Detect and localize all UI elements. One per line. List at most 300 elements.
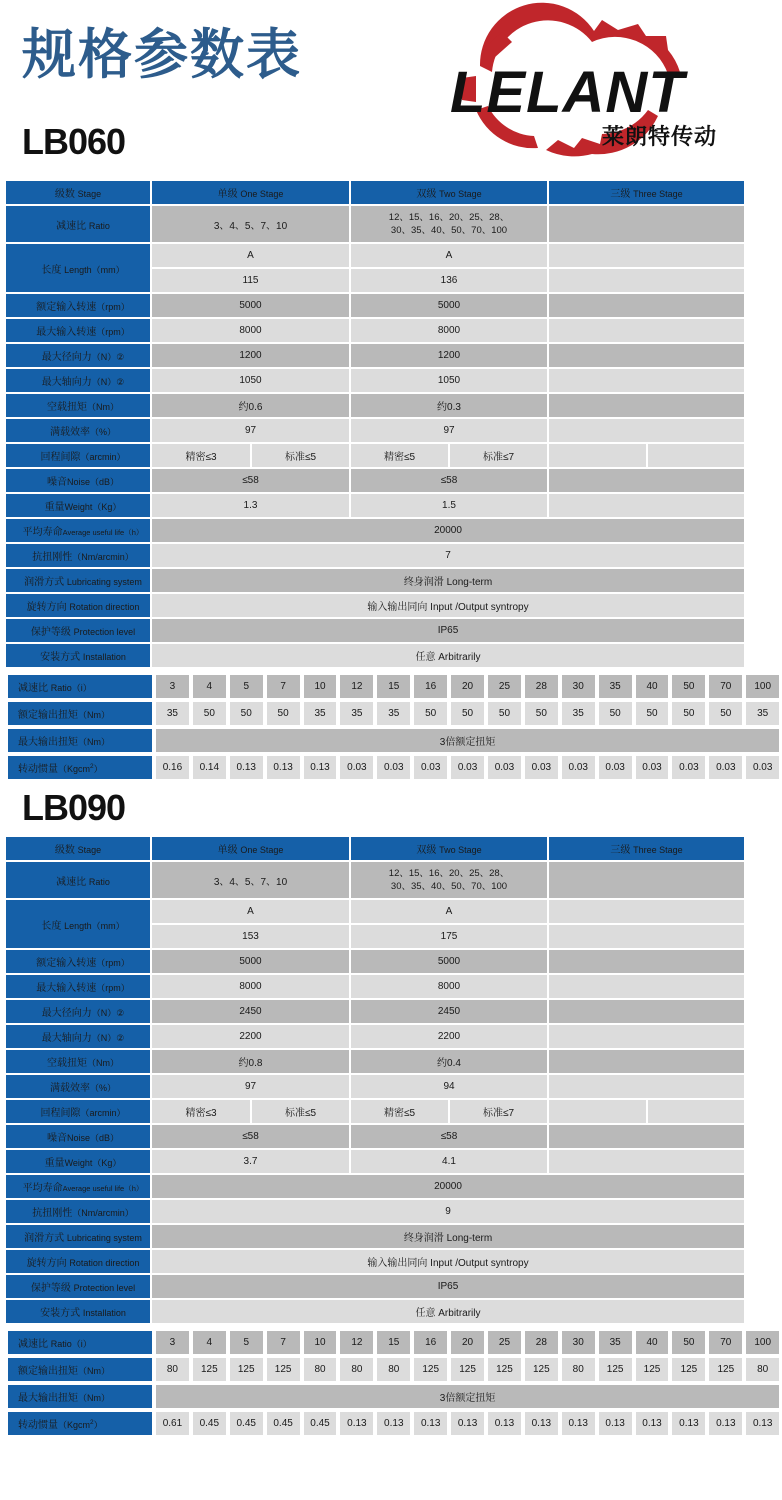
- inertia-value-28: 0.03: [524, 755, 559, 780]
- row-life: [5, 1174, 745, 1199]
- value-efficiency-three: [548, 1074, 745, 1099]
- inertia-value-3: 0.16: [155, 755, 190, 780]
- col-stage: 级数 Stage: [5, 836, 151, 861]
- lb090-spec-table-wrap: [5, 836, 773, 1438]
- inertia-value-16: 0.03: [413, 755, 448, 780]
- label-stiffness: 抗扭刚性（Nm/arcmin）: [5, 1199, 151, 1224]
- value-rated-speed-two: 5000: [350, 293, 548, 318]
- row-efficiency: [5, 418, 745, 443]
- row-rotation: [5, 593, 745, 618]
- value-noise-two: ≤58: [350, 1124, 548, 1149]
- brand-chinese-name: [602, 124, 717, 150]
- rated-out-torque-value-70: 125: [708, 1357, 743, 1382]
- inertia-value-7: 0.13: [266, 755, 301, 780]
- inertia-value-40: 0.03: [635, 755, 670, 780]
- row-backlash: [5, 443, 745, 468]
- page-header: [0, 0, 750, 180]
- rated-out-torque-value-3: 35: [155, 701, 190, 726]
- inertia-value-16: 0.13: [413, 1411, 448, 1436]
- row-protection: [5, 618, 745, 643]
- value-life: 20000: [151, 518, 745, 543]
- label-backlash: 回程间隙（arcmin）: [5, 1099, 151, 1124]
- inertia-value-25: 0.03: [487, 755, 522, 780]
- row-stiffness: [5, 1199, 745, 1224]
- col-three-stage: 三级 Three Stage: [548, 180, 745, 205]
- label-stiffness: 抗扭刚性（Nm/arcmin）: [5, 543, 151, 568]
- ratio-value-25: 25: [487, 674, 522, 699]
- ratio-value-20: 20: [450, 674, 485, 699]
- model-title-lb090: LB090: [22, 787, 126, 828]
- value-noload-three: [548, 1049, 745, 1074]
- value-weight-two: 4.1: [350, 1149, 548, 1174]
- rated-out-torque-value-25: 50: [487, 701, 522, 726]
- row-rotation: [5, 1249, 745, 1274]
- ratio-value-50: 50: [671, 1330, 706, 1355]
- rated-out-torque-value-12: 80: [339, 1357, 374, 1382]
- value-length-three: [548, 268, 745, 293]
- inertia-value-28: 0.13: [524, 1411, 559, 1436]
- ratio-value-20: 20: [450, 1330, 485, 1355]
- value-axial-one: 1050: [151, 368, 350, 393]
- ratio-row-max-out: [7, 1384, 780, 1409]
- inertia-value-70: 0.13: [708, 1411, 743, 1436]
- label-noise: 噪音Noise（dB）: [5, 468, 151, 493]
- row-protection: [5, 1274, 745, 1299]
- value-stiffness: 7: [151, 543, 745, 568]
- row-noise: [5, 468, 745, 493]
- ratio-value-40: 40: [635, 674, 670, 699]
- ratio-value-35: 35: [598, 1330, 633, 1355]
- rated-out-torque-value-70: 50: [708, 701, 743, 726]
- rated-out-torque-value-4: 50: [192, 701, 227, 726]
- label-rotation: 旋转方向 Rotation direction: [5, 1249, 151, 1274]
- row-ratio: [5, 861, 745, 899]
- lb060-spec-table-wrap: [5, 180, 773, 782]
- value-rated-speed-three: [548, 293, 745, 318]
- label-protection: 保护等级 Protection level: [5, 618, 151, 643]
- col-three-stage: 三级 Three Stage: [548, 836, 745, 861]
- ratio-value-7: 7: [266, 674, 301, 699]
- value-max-speed-two: 8000: [350, 974, 548, 999]
- inertia-value-12: 0.13: [339, 1411, 374, 1436]
- inertia-value-40: 0.13: [635, 1411, 670, 1436]
- row-noload-torque: [5, 1049, 745, 1074]
- label-lubrication: 润滑方式 Lubricating system: [5, 568, 151, 593]
- value-radial-one: 2450: [151, 999, 350, 1024]
- company-logo: [442, 14, 732, 154]
- ratio-value-50: 50: [671, 674, 706, 699]
- table-header-row: [5, 836, 745, 861]
- inertia-value-20: 0.13: [450, 1411, 485, 1436]
- label-rated-out-torque: 额定输出扭矩（Nm）: [7, 701, 153, 726]
- label-radial-force: 最大径向力（N）②: [5, 999, 151, 1024]
- ratio-value-3: 3: [155, 674, 190, 699]
- ratio-value-28: 28: [524, 1330, 559, 1355]
- label-radial-force: 最大径向力（N）②: [5, 343, 151, 368]
- value-noise-one: ≤58: [151, 1124, 350, 1149]
- value-stiffness: 9: [151, 1199, 745, 1224]
- lb090-spec-table: [5, 836, 745, 1324]
- label-inertia: 转动惯量（Kgcm$^2$）: [7, 1411, 153, 1436]
- value-length-two: 175: [350, 924, 548, 949]
- label-max-speed: 最大输入转速（rpm）: [5, 318, 151, 343]
- row-length-letter: [5, 899, 745, 924]
- value-axial-two: 2200: [350, 1024, 548, 1049]
- rated-out-torque-value-35: 50: [598, 701, 633, 726]
- ratio-value-100: 100: [745, 674, 780, 699]
- inertia-value-5: 0.13: [229, 755, 264, 780]
- inertia-value-35: 0.13: [598, 1411, 633, 1436]
- label-inertia: 转动惯量（Kgcm$^2$）: [7, 755, 153, 780]
- value-axial-two: 1050: [350, 368, 548, 393]
- ratio-row-rated-out: [7, 1357, 780, 1382]
- value-radial-one: 1200: [151, 343, 350, 368]
- ratio-value-4: 4: [192, 674, 227, 699]
- value-backlash-standard-three: [647, 443, 745, 468]
- row-rated-speed: [5, 293, 745, 318]
- rated-out-torque-value-40: 50: [635, 701, 670, 726]
- row-lubrication: [5, 568, 745, 593]
- col-two-stage: 双级 Two Stage: [350, 180, 548, 205]
- value-efficiency-three: [548, 418, 745, 443]
- inertia-value-50: 0.03: [671, 755, 706, 780]
- value-backlash-precision-one: 精密≤3: [151, 443, 251, 468]
- rated-out-torque-value-25: 125: [487, 1357, 522, 1382]
- rated-out-torque-value-4: 125: [192, 1357, 227, 1382]
- ratio-value-12: 12: [339, 1330, 374, 1355]
- rated-out-torque-value-20: 50: [450, 701, 485, 726]
- label-life: 平均寿命Average useful life（h）: [5, 1174, 151, 1199]
- label-ratio-i: 减速比 Ratio（i）: [7, 674, 153, 699]
- value-length-three: [548, 924, 745, 949]
- inertia-value-30: 0.03: [561, 755, 596, 780]
- label-length: 长度 Length（mm）: [5, 899, 151, 949]
- value-efficiency-one: 97: [151, 1074, 350, 1099]
- value-lubrication: 终身润滑 Long-term: [151, 1224, 745, 1249]
- ratio-row-i: [7, 674, 780, 699]
- value-weight-three: [548, 493, 745, 518]
- label-max-speed: 最大输入转速（rpm）: [5, 974, 151, 999]
- value-lubrication: 终身润滑 Long-term: [151, 568, 745, 593]
- inertia-value-10: 0.45: [303, 1411, 338, 1436]
- label-rated-speed: 额定输入转速（rpm）: [5, 949, 151, 974]
- rated-out-torque-value-50: 50: [671, 701, 706, 726]
- value-weight-one: 3.7: [151, 1149, 350, 1174]
- inertia-value-35: 0.03: [598, 755, 633, 780]
- value-length-letter-three: [548, 899, 745, 924]
- value-life: 20000: [151, 1174, 745, 1199]
- value-rated-speed-two: 5000: [350, 949, 548, 974]
- ratio-value-15: 15: [376, 674, 411, 699]
- table-header-row: [5, 180, 745, 205]
- value-length-letter-one: A: [151, 243, 350, 268]
- row-noise: [5, 1124, 745, 1149]
- value-protection: IP65: [151, 618, 745, 643]
- value-radial-two: 1200: [350, 343, 548, 368]
- value-efficiency-one: 97: [151, 418, 350, 443]
- rated-out-torque-value-5: 125: [229, 1357, 264, 1382]
- page-title: 规格参数表: [22, 23, 302, 86]
- value-radial-two: 2450: [350, 999, 548, 1024]
- ratio-row-rated-out: [7, 701, 780, 726]
- value-rated-speed-one: 5000: [151, 949, 350, 974]
- label-efficiency: 满载效率（%）: [5, 418, 151, 443]
- value-installation: 任意 Arbitrarily: [151, 1299, 745, 1324]
- ratio-value-16: 16: [413, 674, 448, 699]
- row-weight: [5, 493, 745, 518]
- label-length: 长度 Length（mm）: [5, 243, 151, 293]
- value-backlash-standard-two: 标准≤7: [449, 1099, 548, 1124]
- value-length-one: 115: [151, 268, 350, 293]
- value-max-out-torque: 3倍额定扭矩: [155, 1384, 780, 1409]
- value-ratio-three: [548, 205, 745, 243]
- rated-out-torque-value-15: 80: [376, 1357, 411, 1382]
- value-installation: 任意 Arbitrarily: [151, 643, 745, 668]
- svg-text:莱朗特传动: 莱朗特传动: [602, 125, 718, 150]
- value-noise-three: [548, 1124, 745, 1149]
- label-noload-torque: 空载扭矩（Nm）: [5, 393, 151, 418]
- ratio-value-30: 30: [561, 1330, 596, 1355]
- row-installation: [5, 643, 745, 668]
- ratio-value-5: 5: [229, 674, 264, 699]
- ratio-value-30: 30: [561, 674, 596, 699]
- row-stiffness: [5, 543, 745, 568]
- ratio-value-100: 100: [745, 1330, 780, 1355]
- inertia-value-25: 0.13: [487, 1411, 522, 1436]
- row-axial-force: [5, 1024, 745, 1049]
- label-rated-speed: 额定输入转速（rpm）: [5, 293, 151, 318]
- value-ratio-one: 3、4、5、7、10: [151, 205, 350, 243]
- label-weight: 重量Weight（Kg）: [5, 493, 151, 518]
- ratio-value-28: 28: [524, 674, 559, 699]
- value-max-out-torque: 3倍额定扭矩: [155, 728, 780, 753]
- ratio-value-4: 4: [192, 1330, 227, 1355]
- ratio-value-5: 5: [229, 1330, 264, 1355]
- inertia-value-12: 0.03: [339, 755, 374, 780]
- value-efficiency-two: 97: [350, 418, 548, 443]
- rated-out-torque-value-100: 35: [745, 701, 780, 726]
- ratio-value-70: 70: [708, 674, 743, 699]
- ratio-value-16: 16: [413, 1330, 448, 1355]
- label-installation: 安装方式 Installation: [5, 1299, 151, 1324]
- rated-out-torque-value-16: 125: [413, 1357, 448, 1382]
- row-life: [5, 518, 745, 543]
- value-backlash-standard-three: [647, 1099, 745, 1124]
- inertia-value-70: 0.03: [708, 755, 743, 780]
- inertia-value-20: 0.03: [450, 755, 485, 780]
- lb090-ratio-table: [5, 1328, 782, 1438]
- ratio-value-12: 12: [339, 674, 374, 699]
- value-noload-one: 约0.6: [151, 393, 350, 418]
- col-one-stage: 单级 One Stage: [151, 180, 350, 205]
- value-efficiency-two: 94: [350, 1074, 548, 1099]
- value-rotation: 输入输出同向 Input /Output syntropy: [151, 593, 745, 618]
- value-ratio-one: 3、4、5、7、10: [151, 861, 350, 899]
- ratio-value-3: 3: [155, 1330, 190, 1355]
- value-backlash-precision-two: 精密≤5: [350, 443, 449, 468]
- rated-out-torque-value-28: 50: [524, 701, 559, 726]
- inertia-value-3: 0.61: [155, 1411, 190, 1436]
- ratio-value-15: 15: [376, 1330, 411, 1355]
- ratio-row-inertia: [7, 1411, 780, 1436]
- label-backlash: 回程间隙（arcmin）: [5, 443, 151, 468]
- ratio-row-i: [7, 1330, 780, 1355]
- row-ratio: [5, 205, 745, 243]
- label-max-out-torque: 最大输出扭矩（Nm）: [7, 1384, 153, 1409]
- value-radial-three: [548, 343, 745, 368]
- row-noload-torque: [5, 393, 745, 418]
- rated-out-torque-value-20: 125: [450, 1357, 485, 1382]
- value-rated-speed-three: [548, 949, 745, 974]
- rated-out-torque-value-30: 80: [561, 1357, 596, 1382]
- label-ratio-i: 减速比 Ratio（i）: [7, 1330, 153, 1355]
- value-axial-one: 2200: [151, 1024, 350, 1049]
- row-lubrication: [5, 1224, 745, 1249]
- value-weight-three: [548, 1149, 745, 1174]
- ratio-value-25: 25: [487, 1330, 522, 1355]
- inertia-value-100: 0.03: [745, 755, 780, 780]
- svg-text:LELANT: LELANT: [450, 60, 685, 125]
- value-max-speed-two: 8000: [350, 318, 548, 343]
- value-backlash-standard-one: 标准≤5: [251, 443, 350, 468]
- rated-out-torque-value-50: 125: [671, 1357, 706, 1382]
- ratio-value-70: 70: [708, 1330, 743, 1355]
- row-efficiency: [5, 1074, 745, 1099]
- row-weight: [5, 1149, 745, 1174]
- label-weight: 重量Weight（Kg）: [5, 1149, 151, 1174]
- value-protection: IP65: [151, 1274, 745, 1299]
- col-stage: 级数 Stage: [5, 180, 151, 205]
- value-weight-two: 1.5: [350, 493, 548, 518]
- rated-out-torque-value-7: 125: [266, 1357, 301, 1382]
- row-length-letter: [5, 243, 745, 268]
- row-radial-force: [5, 999, 745, 1024]
- inertia-value-4: 0.45: [192, 1411, 227, 1436]
- value-noise-two: ≤58: [350, 468, 548, 493]
- value-backlash-precision-one: 精密≤3: [151, 1099, 251, 1124]
- model-title-lb060: LB060: [22, 121, 126, 162]
- col-one-stage: 单级 One Stage: [151, 836, 350, 861]
- label-rated-out-torque: 额定输出扭矩（Nm）: [7, 1357, 153, 1382]
- inertia-value-5: 0.45: [229, 1411, 264, 1436]
- row-radial-force: [5, 343, 745, 368]
- ratio-value-10: 10: [303, 1330, 338, 1355]
- value-backlash-standard-one: 标准≤5: [251, 1099, 350, 1124]
- ratio-value-40: 40: [635, 1330, 670, 1355]
- rated-out-torque-value-10: 80: [303, 1357, 338, 1382]
- value-axial-three: [548, 368, 745, 393]
- value-noload-one: 约0.8: [151, 1049, 350, 1074]
- label-ratio: 减速比 Ratio: [5, 861, 151, 899]
- label-rotation: 旋转方向 Rotation direction: [5, 593, 151, 618]
- label-noise: 噪音Noise（dB）: [5, 1124, 151, 1149]
- value-rated-speed-one: 5000: [151, 293, 350, 318]
- rated-out-torque-value-5: 50: [229, 701, 264, 726]
- value-length-two: 136: [350, 268, 548, 293]
- inertia-value-100: 0.13: [745, 1411, 780, 1436]
- rated-out-torque-value-40: 125: [635, 1357, 670, 1382]
- row-max-speed: [5, 318, 745, 343]
- label-protection: 保护等级 Protection level: [5, 1274, 151, 1299]
- rated-out-torque-value-16: 50: [413, 701, 448, 726]
- row-rated-speed: [5, 949, 745, 974]
- value-noise-three: [548, 468, 745, 493]
- ratio-row-max-out: [7, 728, 780, 753]
- value-axial-three: [548, 1024, 745, 1049]
- inertia-value-10: 0.13: [303, 755, 338, 780]
- value-length-one: 153: [151, 924, 350, 949]
- rated-out-torque-value-15: 35: [376, 701, 411, 726]
- lb060-ratio-table: [5, 672, 782, 782]
- rated-out-torque-value-12: 35: [339, 701, 374, 726]
- inertia-value-30: 0.13: [561, 1411, 596, 1436]
- rated-out-torque-value-10: 35: [303, 701, 338, 726]
- ratio-row-inertia: [7, 755, 780, 780]
- label-ratio: 减速比 Ratio: [5, 205, 151, 243]
- value-max-speed-three: [548, 318, 745, 343]
- rated-out-torque-value-7: 50: [266, 701, 301, 726]
- value-length-letter-three: [548, 243, 745, 268]
- ratio-value-35: 35: [598, 674, 633, 699]
- ratio-value-10: 10: [303, 674, 338, 699]
- rated-out-torque-value-28: 125: [524, 1357, 559, 1382]
- label-max-out-torque: 最大输出扭矩（Nm）: [7, 728, 153, 753]
- row-axial-force: [5, 368, 745, 393]
- value-length-letter-two: A: [350, 243, 548, 268]
- value-ratio-two: 12、15、16、20、25、28、 30、35、40、50、70、100: [350, 205, 548, 243]
- row-backlash: [5, 1099, 745, 1124]
- value-weight-one: 1.3: [151, 493, 350, 518]
- value-backlash-precision-three: [548, 443, 647, 468]
- value-length-letter-two: A: [350, 899, 548, 924]
- inertia-value-15: 0.03: [376, 755, 411, 780]
- rated-out-torque-value-35: 125: [598, 1357, 633, 1382]
- label-noload-torque: 空载扭矩（Nm）: [5, 1049, 151, 1074]
- value-max-speed-one: 8000: [151, 318, 350, 343]
- value-noload-two: 约0.3: [350, 393, 548, 418]
- label-life: 平均寿命Average useful life（h）: [5, 518, 151, 543]
- col-two-stage: 双级 Two Stage: [350, 836, 548, 861]
- label-efficiency: 满载效率（%）: [5, 1074, 151, 1099]
- row-installation: [5, 1299, 745, 1324]
- value-ratio-two: 12、15、16、20、25、28、 30、35、40、50、70、100: [350, 861, 548, 899]
- value-ratio-three: [548, 861, 745, 899]
- value-max-speed-three: [548, 974, 745, 999]
- inertia-value-50: 0.13: [671, 1411, 706, 1436]
- inertia-value-4: 0.14: [192, 755, 227, 780]
- label-installation: 安装方式 Installation: [5, 643, 151, 668]
- value-rotation: 输入输出同向 Input /Output syntropy: [151, 1249, 745, 1274]
- value-backlash-precision-two: 精密≤5: [350, 1099, 449, 1124]
- value-radial-three: [548, 999, 745, 1024]
- rated-out-torque-value-30: 35: [561, 701, 596, 726]
- brand-wordmark: [450, 60, 688, 125]
- lb060-spec-table: [5, 180, 745, 668]
- inertia-value-15: 0.13: [376, 1411, 411, 1436]
- rated-out-torque-value-100: 80: [745, 1357, 780, 1382]
- value-max-speed-one: 8000: [151, 974, 350, 999]
- label-lubrication: 润滑方式 Lubricating system: [5, 1224, 151, 1249]
- value-noise-one: ≤58: [151, 468, 350, 493]
- value-backlash-precision-three: [548, 1099, 647, 1124]
- value-backlash-standard-two: 标准≤7: [449, 443, 548, 468]
- label-axial-force: 最大轴向力（N）②: [5, 1024, 151, 1049]
- value-noload-three: [548, 393, 745, 418]
- inertia-value-7: 0.45: [266, 1411, 301, 1436]
- row-max-speed: [5, 974, 745, 999]
- ratio-value-7: 7: [266, 1330, 301, 1355]
- rated-out-torque-value-3: 80: [155, 1357, 190, 1382]
